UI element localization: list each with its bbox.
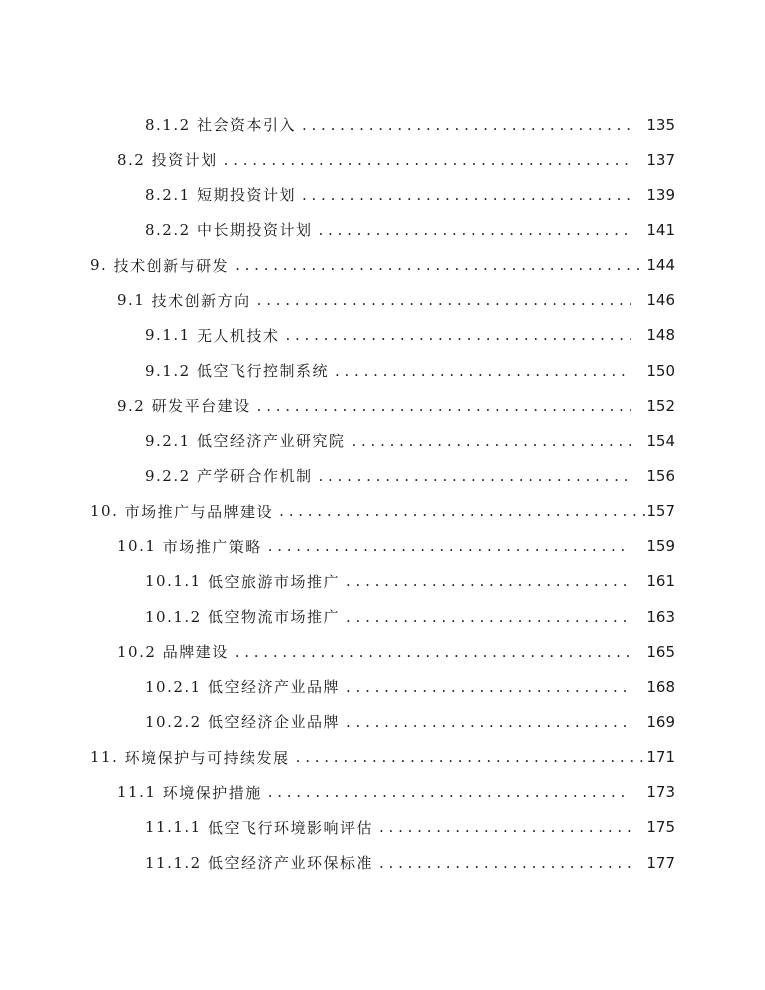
toc-dot-leader	[224, 151, 631, 169]
toc-entry-title: 低空经济产业品牌	[208, 678, 341, 697]
toc-page-number: 144	[646, 256, 675, 275]
toc-entry[interactable]	[0, 704, 765, 739]
toc-dot-leader	[318, 467, 631, 485]
toc-entry-title: 市场推广策略	[162, 537, 262, 556]
toc-entry-number: 10.2.1	[145, 677, 202, 696]
toc-entry-title: 产学研合作机制	[196, 467, 313, 486]
toc-entry-number: 10.1.2	[145, 607, 202, 626]
toc-dot-leader	[285, 326, 631, 344]
toc-entry[interactable]	[0, 810, 765, 845]
toc-dot-leader	[335, 362, 631, 380]
toc-dot-leader	[302, 186, 631, 204]
toc-page-number: 168	[646, 677, 675, 696]
toc-page-number: 163	[646, 607, 675, 626]
toc-entry[interactable]	[0, 107, 765, 142]
toc-entry-number: 9.2	[117, 396, 146, 415]
toc-entry-title: 环境保护与可持续发展	[124, 748, 290, 767]
table-of-contents	[0, 107, 765, 880]
toc-entry-title: 低空物流市场推广	[208, 608, 341, 627]
toc-entry[interactable]	[0, 669, 765, 704]
toc-entry-title: 市场推广与品牌建设	[124, 502, 274, 521]
toc-entry[interactable]	[0, 564, 765, 599]
toc-dot-leader	[346, 608, 631, 626]
toc-entry-title: 无人机技术	[196, 326, 280, 345]
toc-dot-leader	[296, 748, 645, 766]
toc-entry[interactable]	[0, 599, 765, 634]
toc-dot-leader	[351, 432, 631, 450]
toc-page-number: 159	[646, 537, 675, 556]
toc-dot-leader	[257, 397, 631, 415]
toc-entry[interactable]	[0, 177, 765, 212]
toc-page-number: 137	[646, 150, 675, 169]
toc-dot-leader	[279, 502, 645, 520]
toc-entry-title: 短期投资计划	[196, 186, 296, 205]
toc-entry-number: 11.	[90, 748, 119, 767]
toc-entry-title: 技术创新与研发	[113, 256, 230, 275]
toc-dot-leader	[235, 643, 631, 661]
toc-page-number: 141	[646, 220, 675, 239]
toc-entry-title: 研发平台建设	[151, 397, 251, 416]
toc-entry-number: 9.2.2	[145, 466, 191, 485]
toc-entry-number: 9.1.2	[145, 361, 191, 380]
toc-page-number: 152	[646, 396, 675, 415]
toc-page-number: 156	[646, 466, 675, 485]
toc-entry-number: 10.2.2	[145, 712, 202, 731]
toc-entry[interactable]	[0, 529, 765, 564]
toc-entry[interactable]	[0, 353, 765, 388]
toc-entry-number: 8.2.2	[145, 220, 191, 239]
toc-entry-title: 品牌建设	[162, 643, 229, 662]
toc-dot-leader	[346, 572, 631, 590]
toc-entry-title: 低空经济企业品牌	[208, 713, 341, 732]
toc-entry[interactable]	[0, 248, 765, 283]
toc-entry-number: 9.2.1	[145, 431, 191, 450]
toc-page-number: 165	[646, 642, 675, 661]
toc-entry-number: 9.	[90, 256, 108, 275]
toc-page-number: 169	[646, 712, 675, 731]
toc-page-number: 171	[646, 748, 675, 767]
toc-entry-title: 低空飞行环境影响评估	[208, 818, 374, 837]
toc-page-number: 148	[646, 326, 675, 345]
toc-dot-leader	[257, 291, 631, 309]
toc-dot-leader	[346, 713, 631, 731]
toc-dot-leader	[235, 256, 645, 274]
toc-entry-number: 8.2	[117, 150, 146, 169]
toc-dot-leader	[346, 678, 631, 696]
toc-entry-number: 10.2	[117, 642, 157, 661]
toc-page-number: 161	[646, 572, 675, 591]
toc-entry-title: 低空经济产业环保标准	[208, 854, 374, 873]
toc-entry-title: 低空旅游市场推广	[208, 572, 341, 591]
toc-entry-title: 环境保护措施	[162, 783, 262, 802]
toc-page-number: 146	[646, 291, 675, 310]
toc-entry-title: 低空飞行控制系统	[196, 362, 329, 381]
toc-entry-number: 11.1	[117, 783, 157, 802]
toc-entry-title: 中长期投资计划	[196, 221, 313, 240]
toc-page-number: 173	[646, 783, 675, 802]
toc-dot-leader	[302, 116, 631, 134]
toc-entry-number: 8.2.1	[145, 185, 191, 204]
toc-entry[interactable]	[0, 634, 765, 669]
toc-entry-title: 投资计划	[151, 151, 218, 170]
toc-entry-number: 10.	[90, 502, 119, 521]
toc-dot-leader	[379, 818, 631, 836]
toc-entry-title: 低空经济产业研究院	[196, 432, 346, 451]
toc-entry[interactable]	[0, 458, 765, 493]
toc-entry-number: 11.1.1	[145, 818, 202, 837]
toc-page-number: 157	[646, 502, 675, 521]
toc-entry[interactable]	[0, 142, 765, 177]
toc-entry[interactable]	[0, 212, 765, 247]
toc-entry-title: 技术创新方向	[151, 291, 251, 310]
toc-page-number: 150	[646, 361, 675, 380]
toc-entry-number: 10.1	[117, 537, 157, 556]
toc-page-number: 154	[646, 431, 675, 450]
toc-entry[interactable]	[0, 283, 765, 318]
toc-page-number: 135	[646, 115, 675, 134]
toc-entry[interactable]	[0, 318, 765, 353]
toc-dot-leader	[379, 854, 631, 872]
toc-dot-leader	[268, 537, 631, 555]
toc-entry[interactable]	[0, 740, 765, 775]
toc-entry[interactable]	[0, 423, 765, 458]
toc-page-number: 139	[646, 185, 675, 204]
toc-entry-number: 8.1.2	[145, 115, 191, 134]
toc-page-number: 177	[646, 853, 675, 872]
toc-page-number: 175	[646, 818, 675, 837]
toc-entry[interactable]	[0, 845, 765, 880]
toc-entry[interactable]	[0, 494, 765, 529]
toc-entry-number: 9.1.1	[145, 326, 191, 345]
toc-entry[interactable]	[0, 775, 765, 810]
toc-entry[interactable]	[0, 388, 765, 423]
toc-entry-number: 9.1	[117, 291, 146, 310]
toc-dot-leader	[268, 783, 631, 801]
toc-entry-title: 社会资本引入	[196, 116, 296, 135]
toc-entry-number: 10.1.1	[145, 572, 202, 591]
toc-dot-leader	[318, 221, 631, 239]
toc-entry-number: 11.1.2	[145, 853, 202, 872]
